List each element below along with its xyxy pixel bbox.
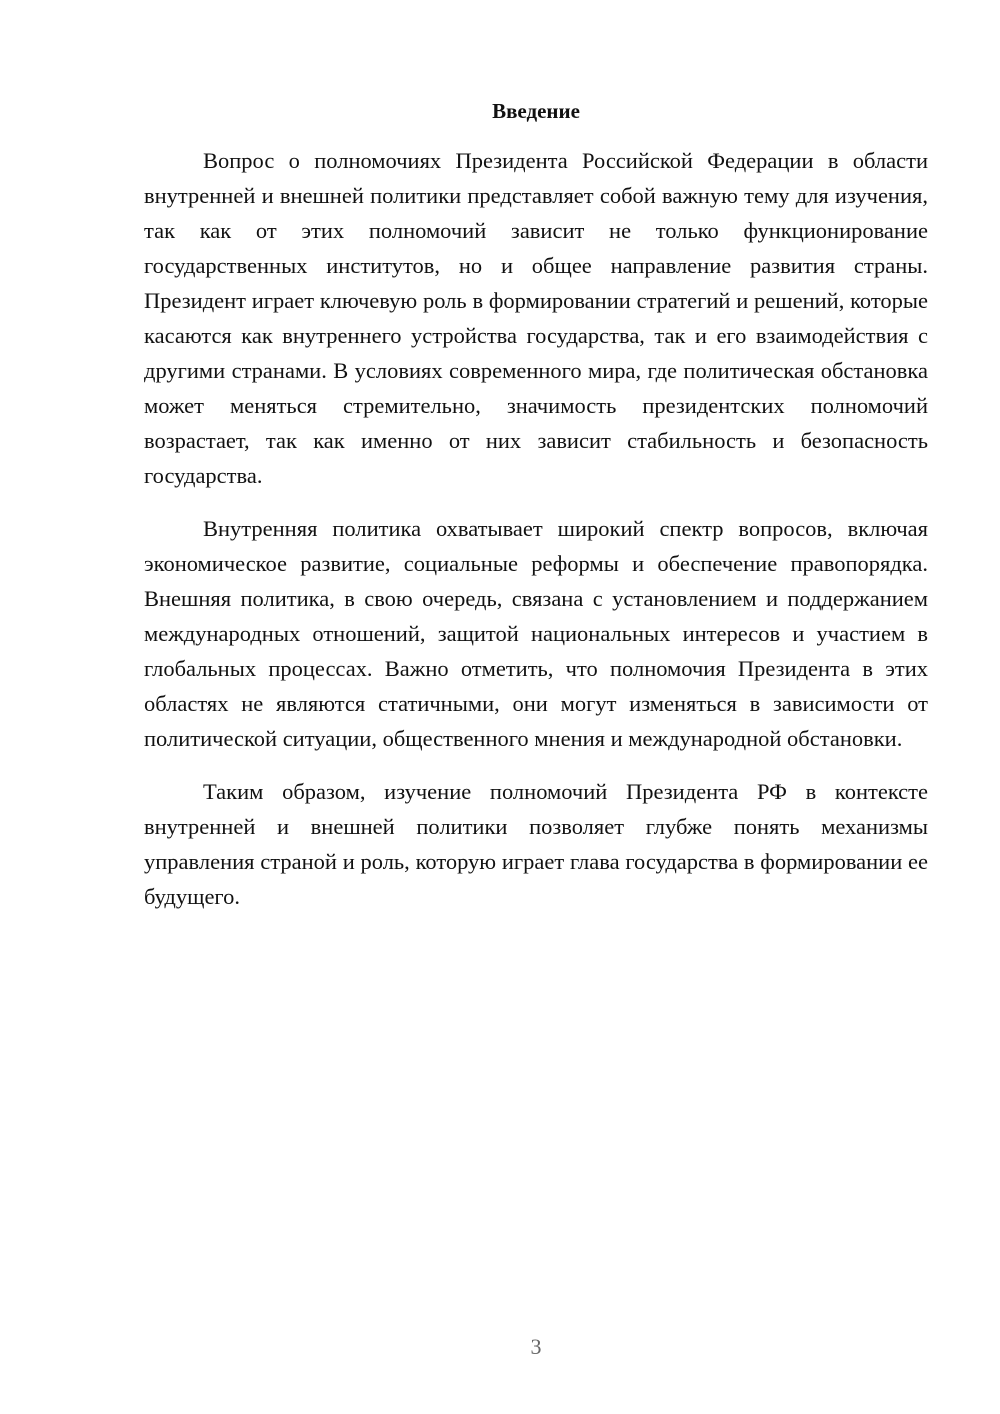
body-text (144, 143, 928, 932)
paragraph-2: Внутренняя политика охватывает широкий спектр вопросов, включая экономическое развитие, социальные реформы и обеспечение правопорядка. Внешняя политика, в свою очередь, связана с установлением и поддержанием международных отношений, защитой национальных интересов и участием в глобальных процессах. Важно отметить, что полномочия Президента в этих областях не являются статичными, они могут изменяться в зависимости от политической ситуации, общественного мнения и международной обстановки. (144, 516, 928, 751)
paragraph-1: Вопрос о полномочиях Президента Российской Федерации в области внутренней и внешней политики представляет собой важную тему для изучения, так как от этих полномочий зависит не только функционирование государственных институтов, но и общее направление развития страны. Президент играет ключевую роль в формировании стратегий и решений, которые касаются как внутреннего устройства государства, так и его взаимодействия с другими странами. В условиях современного мира, где политическая обстановка может меняться стремительно, значимость президентских полномочий возрастает, так как именно от них зависит стабильность и безопасность государства. (144, 148, 928, 488)
paragraph-3: Таким образом, изучение полномочий Президента РФ в контексте внутренней и внешней политики позволяет глубже понять механизмы управления страной и роль, которую играет глава государства в формировании ее будущего. (144, 779, 928, 909)
page-number: 3 (530, 1334, 542, 1359)
section-title: Введение (492, 99, 580, 123)
